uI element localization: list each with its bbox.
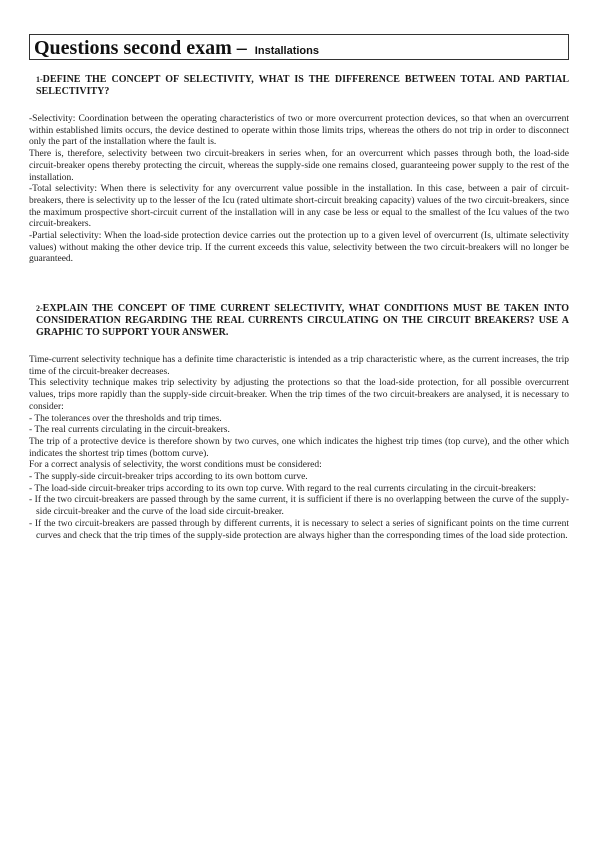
answer-2-paragraph: For a correct analysis of selectivity, the worst conditions must be considered:	[29, 460, 322, 471]
answer-2-list-item: - The real currents circulating in the circuit-breakers.	[29, 425, 230, 436]
answer-2-list-item: - If the two circuit-breakers are passed through by different currents, it is necessary to select a series of significant points on the time current curves and check that the trip times of the supply-side protection are always higher than the corresponding times of the load side protection.	[29, 518, 569, 541]
answer-2-list-item: - If the two circuit-breakers are passed through by the same current, it is sufficient if there is no overlapping between the curve of the supply-side circuit-breaker and the curve of the load side circuit-breaker.	[29, 495, 569, 518]
answer-2-paragraph: This selectivity technique makes trip selectivity by adjusting the protections so that the load-side protection, for all possible overcurrent values, trips more rapidly than the supply-side circuit-breaker. When the trip times of the two circuit-breakers are analysed, it is necessary to consider:	[29, 378, 569, 412]
question-2-number: 2-	[36, 304, 43, 313]
question-2-text: EXPLAIN THE CONCEPT OF TIME CURRENT SELECTIVITY, WHAT CONDITIONS MUST BE TAKEN INTO CONSIDERATION REGARDING THE REAL CURRENTS CIRCULATING ON THE CIRCUIT BREAKERS? USE A GRAPHIC TO SUPPORT YOUR ANSWER.	[36, 303, 569, 338]
page-title: Questions second exam –	[34, 37, 247, 59]
answer-1	[29, 114, 569, 266]
question-1-heading	[36, 74, 569, 98]
answer-2-paragraph: Time-current selectivity technique has a definite time characteristic is intended as a trip characteristic where, as the current increases, the trip time of the circuit-breaker decreases.	[29, 355, 569, 377]
question-1-number: 1-	[36, 75, 43, 84]
answer-1-paragraph: -Selectivity: Coordination between the operating characteristics of two or more overcurrent protection devices, so that when an overcurrent within established limits occurs, the device destined to operate within those limits trips, whereas the others do not trip in order to disconnect only the part of the installation where the fault is.	[29, 114, 569, 148]
question-1-text: DEFINE THE CONCEPT OF SELECTIVITY, WHAT IS THE DIFFERENCE BETWEEN TOTAL AND PARTIAL SELECTIVITY?	[36, 74, 569, 97]
answer-2-list-item: - The load-side circuit-breaker trips according to its own top curve. With regard to the real currents circulating in the circuit-breakers:	[29, 483, 537, 494]
answer-1-paragraph: -Partial selectivity: When the load-side protection device carries out the protection up to a given level of overcurrent (Is, ultimate selectivity values) without making the other device trip. If the current exceeds this value, selectivity between the two circuit-breakers will no longer be guaranteed.	[29, 231, 569, 265]
answer-2-paragraph: The trip of a protective device is therefore shown by two curves, one which indicates the highest trip times (top curve), and the other which indicates the shortest trip times (bottom curve).	[29, 436, 569, 459]
answer-1-paragraph: There is, therefore, selectivity between two circuit-breakers in series when, for an overcurrent which passes through both, the load-side circuit-breaker opens thereby protecting the circuit, whereas the supply-side one remains closed, guaranteeing power supply to the rest of the installation.	[29, 149, 569, 183]
answer-2-list-item: - The supply-side circuit-breaker trips according to its own bottom curve.	[29, 472, 308, 483]
page-subtitle: Installations	[254, 45, 319, 57]
answer-2-list-item: - The tolerances over the thresholds and trip times.	[29, 413, 222, 424]
answer-1-paragraph: -Total selectivity: When there is selectivity for any overcurrent value possible in the installation. In this case, between a pair of circuit-breakers, there is selectivity up to the lesser of the Icu (rated ultimate short-circuit breaking capacity) values of the two circuit-breakers, since the maximum prospective short-circuit current of the installation will in any case be less or equal to the smallest of the Icu values of the two circuit-breakers.	[29, 184, 569, 230]
answer-2	[29, 355, 569, 542]
title-box	[29, 34, 569, 60]
question-2-heading	[36, 303, 569, 339]
